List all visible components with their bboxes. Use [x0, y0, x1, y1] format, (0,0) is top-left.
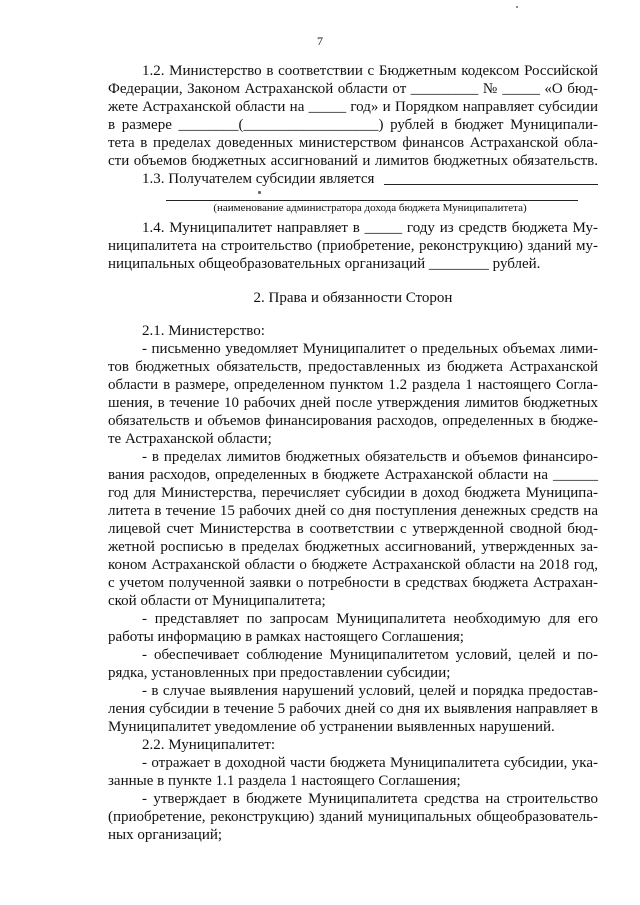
paragraph-line: 2.2. Муниципалитет:	[142, 737, 276, 753]
paragraph-line: - утверждает в бюджете Муниципалитета средства на строительство	[142, 791, 598, 807]
paragraph-line: - представляет по запросам Муниципалитета необходимую для его	[142, 611, 598, 627]
paragraph-line: области в размере, определенном пунктом 1.2 раздела 1 настоящего Согла-	[108, 377, 598, 393]
paragraph-line: шения, в течение 10 рабочих дней после утверждения лимитов бюджетных	[108, 395, 598, 411]
paragraph-line: рядка, установленных при предоставлении субсидии;	[108, 665, 451, 681]
paragraph-line: 1.3. Получателем субсидии является	[142, 171, 375, 187]
paragraph-line: - в пределах лимитов бюджетных обязательств и объемов финансиро-	[142, 449, 598, 465]
paragraph-line: ных организаций;	[108, 827, 223, 843]
paragraph-line: занные в пункте 1.1 раздела 1 настоящего Соглашения;	[108, 773, 461, 789]
paragraph-line: - отражает в доходной части бюджета Муниципалитета субсидии, ука-	[142, 755, 598, 771]
paragraph-line: жете Астраханской области на _____ год» и Порядком направляет субсидии	[108, 99, 598, 115]
paragraph-line: ниципалитета на строительство (приобретение, реконструкцию) зданий му-	[108, 238, 598, 254]
paragraph-line: (приобретение, реконструкцию) зданий муниципальных общеобразователь-	[108, 809, 598, 825]
paragraph-line: Муниципалитет уведомление об устранении выявленных нарушений.	[108, 719, 555, 735]
page-number: 7	[317, 34, 323, 48]
paragraph-line: ниципальных общеобразовательных организаций ________ рублей.	[108, 256, 541, 272]
paragraph-line: 2.1. Министерство:	[142, 323, 265, 339]
paragraph-line: в размере ________(__________________) рублей в бюджет Муниципали-	[108, 117, 598, 133]
scan-speck	[516, 6, 518, 8]
paragraph-line: те Астраханской области;	[108, 431, 272, 447]
scan-speck	[258, 191, 261, 194]
paragraph-line: ской области от Муниципалитета;	[108, 593, 326, 609]
paragraph-line: 1.4. Муниципалитет направляет в _____ году из средств бюджета Му-	[142, 220, 598, 236]
section-heading: 2. Права и обязанности Сторон	[253, 290, 453, 306]
paragraph-line: работы информацию в рамках настоящего Соглашения;	[108, 629, 464, 645]
paragraph-line: вания расходов, определенных в бюджете Астраханской области на ______	[108, 467, 598, 483]
paragraph-line: обязательств и объемов финансирования расходов, определенных в бюдже-	[108, 413, 598, 429]
paragraph-line: ления субсидии в течение 5 рабочих дней со дня их выявления направляет в	[108, 701, 598, 717]
paragraph-line: сти объемов бюджетных ассигнований и лимитов бюджетных обязательств.	[108, 153, 598, 169]
paragraph-line: лицевой счет Министерства в соответствии с утвержденной сводной бюд-	[108, 521, 598, 537]
paragraph-line: Федерации, Законом Астраханской области от _________ № _____ «О бюд-	[108, 81, 598, 97]
fill-in-line	[166, 200, 578, 201]
paragraph-line: коном Астраханской области о бюджете Астраханской области на 2018 год,	[108, 557, 598, 573]
field-caption: (наименование администратора дохода бюджета Муниципалитета)	[213, 202, 527, 214]
paragraph-line: с учетом полученной заявки о потребности в средствах бюджета Астрахан-	[108, 575, 598, 591]
paragraph-line: - обеспечивает соблюдение Муниципалитетом условий, целей и по-	[142, 647, 598, 663]
paragraph-line: жетной росписью в пределах бюджетных ассигнований, утвержденных за-	[108, 539, 598, 555]
paragraph-line: тов бюджетных обязательств, предоставленных из бюджета Астраханской	[108, 359, 598, 375]
paragraph-line: тета в пределах доведенных министерством финансов Астраханской обла-	[108, 135, 598, 151]
paragraph-line: 1.2. Министерство в соответствии с Бюджетным кодексом Российской	[142, 63, 598, 79]
paragraph-line: - письменно уведомляет Муниципалитет о предельных объемах лими-	[142, 341, 598, 357]
paragraph-line: год для Министерства, перечисляет субсидии в доход бюджета Муниципа-	[108, 485, 598, 501]
paragraph-line: - в случае выявления нарушений условий, целей и порядка предостав-	[142, 683, 598, 699]
paragraph-line: литета в течение 15 рабочих дней со дня поступления денежных средств на	[108, 503, 598, 519]
fill-in-line	[384, 184, 598, 185]
